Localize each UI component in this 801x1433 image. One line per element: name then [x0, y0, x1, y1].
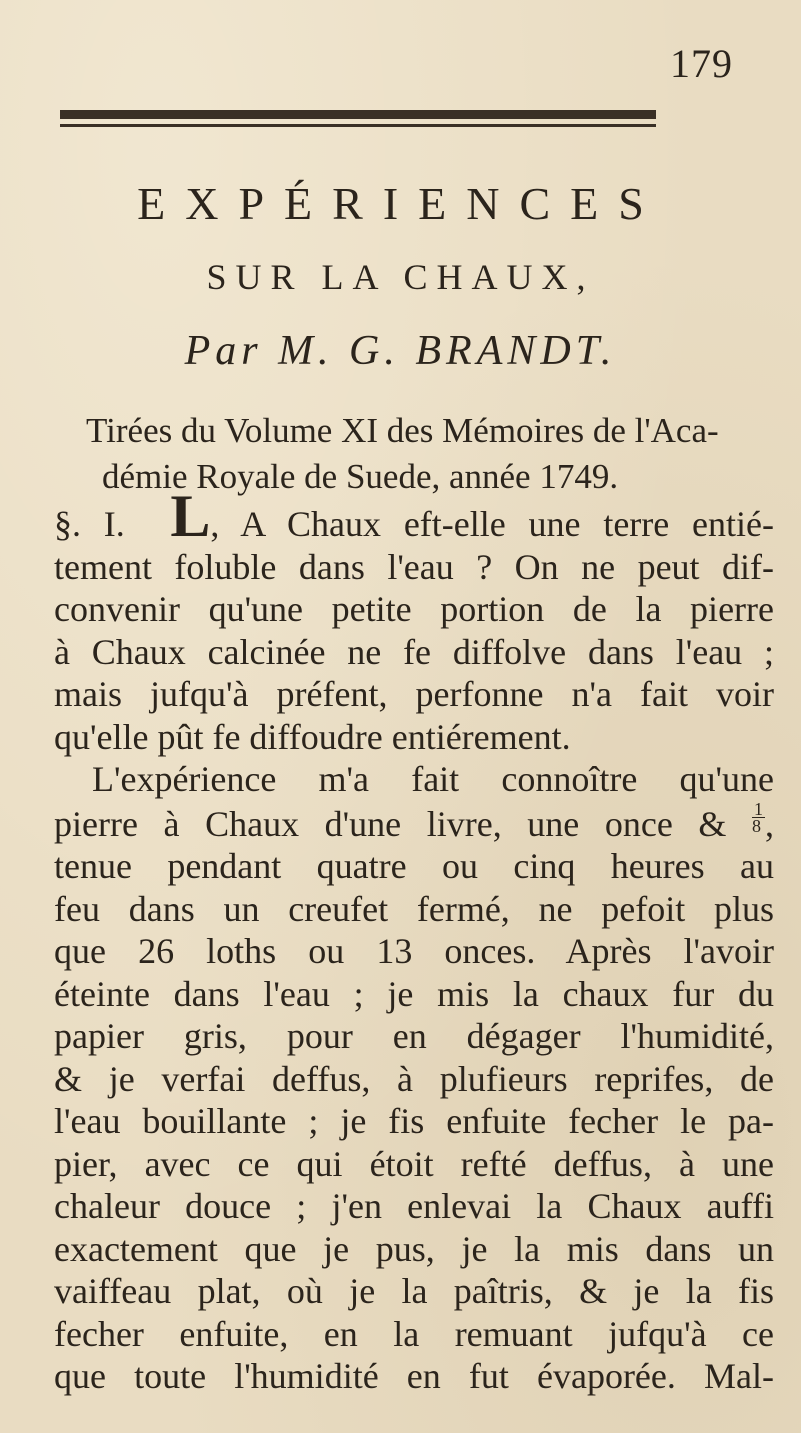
drop-cap: L — [170, 483, 211, 549]
body-line-text: , A Chaux eft-elle une terre entié- — [210, 504, 774, 544]
header-rule-thin — [60, 124, 656, 127]
body-line: L'expérience m'a fait connoître qu'une — [92, 759, 774, 799]
source-note-line: Tirées du Volume XI des Mémoires de l'Aca- — [86, 411, 719, 450]
body-line: vaiffeau plat, où je la paîtris, & je la fis — [54, 1271, 774, 1311]
header-rule-thick — [60, 110, 656, 119]
body-line: qu'elle pût fe diffoudre entiérement. — [54, 716, 571, 757]
body-line: feu dans un creufet fermé, ne pefoit plus — [54, 888, 774, 929]
fraction-numerator: 1 — [754, 798, 763, 819]
body-line: convenir qu'une petite portion de la pierre — [54, 589, 774, 629]
fraction — [752, 798, 765, 836]
body-line: & je verfai deffus, à plufieurs reprifes, de — [54, 1058, 774, 1099]
body-line: à Chaux calcinée ne fe diffolve dans l'eau ; — [54, 631, 774, 672]
section-mark: §. I. — [54, 504, 125, 544]
body-line: que toute l'humidité en fut évaporée. Mal- — [54, 1356, 774, 1396]
body-line: mais jufqu'à préfent, perfonne n'a fait voir — [54, 674, 774, 714]
body-line: tenue pendant quatre ou cinq heures au — [54, 846, 774, 886]
body-line: chaleur douce ; j'en enlevai la Chaux auffi — [54, 1186, 774, 1226]
body-text — [54, 483, 774, 1398]
body-line: papier gris, pour en dégager l'humidité, — [54, 1016, 774, 1056]
body-line: fecher enfuite, en la remuant jufqu'à ce — [54, 1313, 774, 1354]
chapter-subtitle: SUR LA CHAUX, — [206, 257, 595, 297]
page-number: 179 — [670, 41, 733, 86]
body-line: exactement que je pus, je la mis dans un — [54, 1228, 774, 1269]
body-line: pier, avec ce qui étoit refté deffus, à une — [54, 1143, 774, 1184]
body-line: que 26 loths ou 13 onces. Après l'avoir — [54, 931, 774, 971]
body-line-text: , — [765, 803, 774, 844]
body-line-text: pierre à Chaux d'une livre, une once & — [54, 803, 752, 844]
body-line — [54, 798, 774, 846]
body-line: l'eau bouillante ; je fis enfuite fecher le pa- — [54, 1101, 774, 1141]
body-line: tement foluble dans l'eau ? On ne peut dif- — [54, 546, 774, 587]
fraction-denominator: 8 — [752, 815, 761, 836]
chapter-title: EXPÉRIENCES — [137, 178, 664, 229]
source-note-line: démie Royale de Suede, année 1749. — [102, 457, 619, 496]
author-byline: Par M. G. BRANDT. — [184, 328, 617, 374]
body-line — [54, 483, 774, 549]
body-line: éteinte dans l'eau ; je mis la chaux fur du — [54, 973, 774, 1014]
